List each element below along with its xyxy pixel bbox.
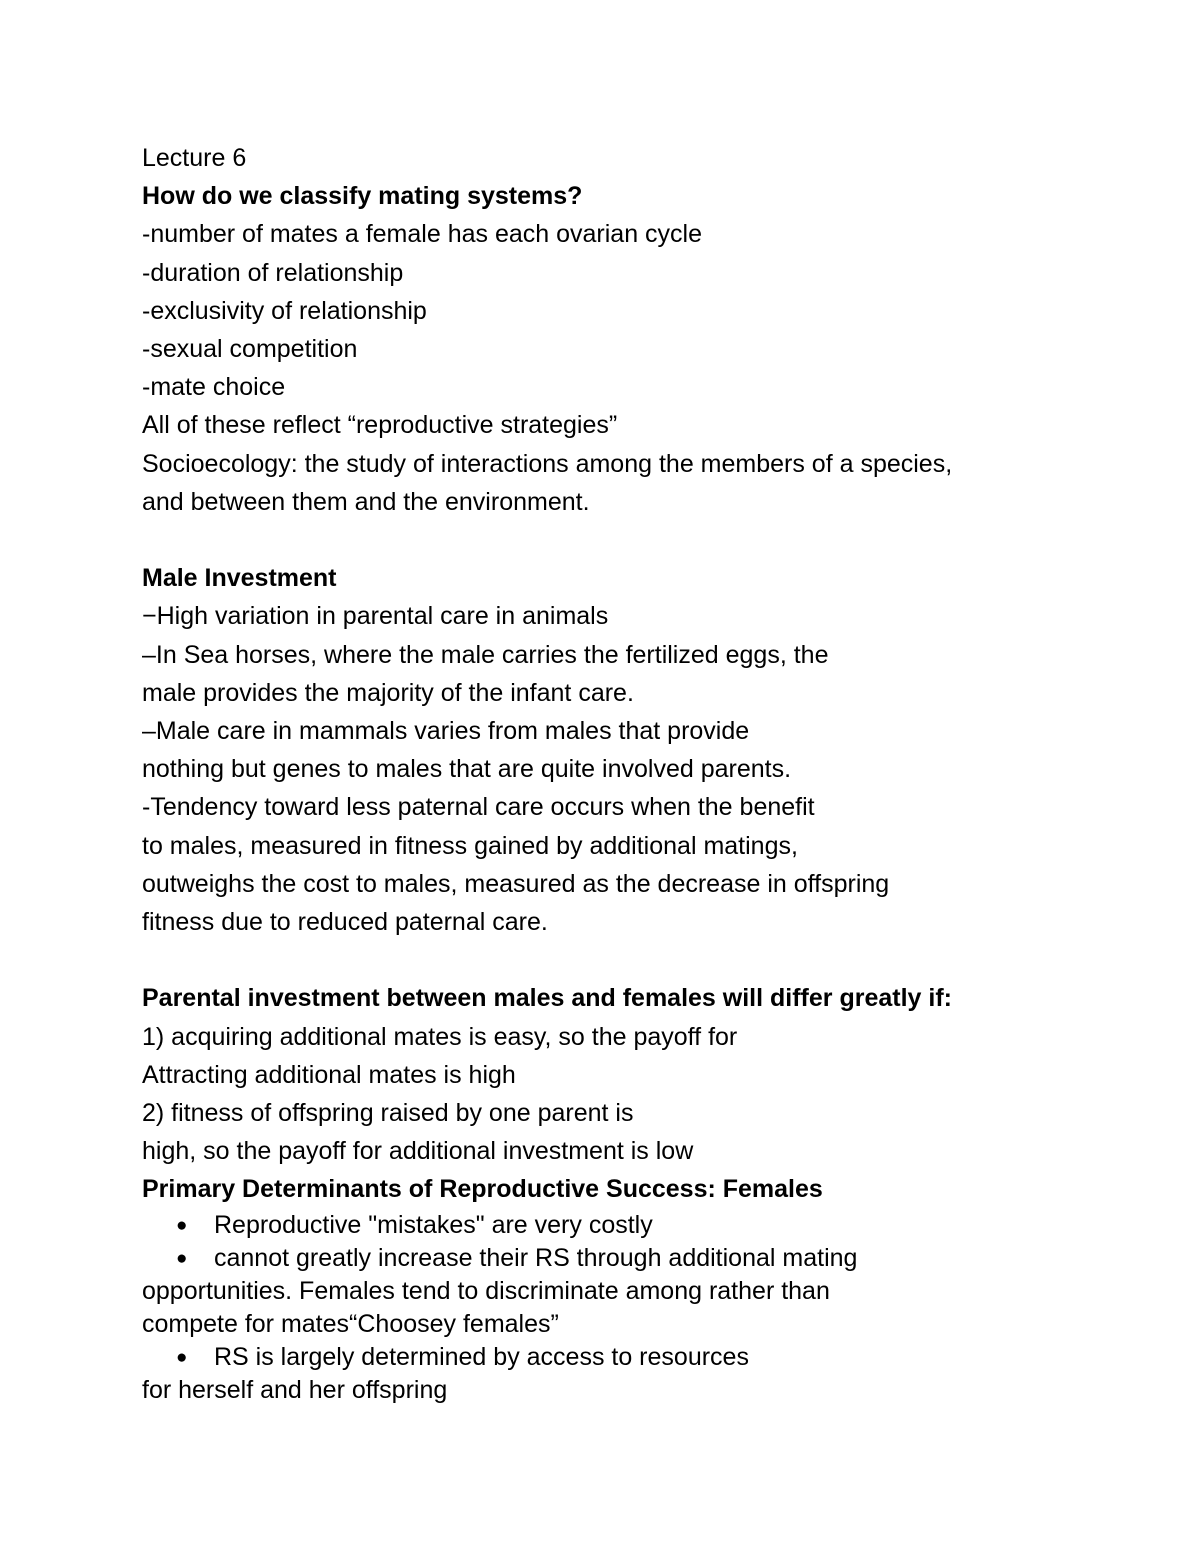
text-line: 2) fitness of offspring raised by one parent is [142,1099,634,1128]
text-line: -number of mates a female has each ovarian cycle [142,220,702,249]
bullet-item [142,1242,1102,1275]
blank-line [142,521,1102,559]
text-line: opportunities. Females tend to discriminate among rather than [142,1276,830,1305]
text-line: -Tendency toward less paternal care occurs when the benefit [142,793,815,822]
text-line: male provides the majority of the infant care. [142,678,634,707]
bullet-text: RS is largely determined by access to resources [214,1342,749,1371]
bullet-text: Reproductive "mistakes" are very costly [214,1210,653,1239]
text-line: high, so the payoff for additional investment is low [142,1137,694,1166]
bullet-text: cannot greatly increase their RS through additional mating [214,1243,858,1272]
text-line: outweighs the cost to males, measured as the decrease in offspring [142,869,890,898]
text-line: nothing but genes to males that are quite involved parents. [142,755,792,784]
text-line: and between them and the environment. [142,487,590,516]
text-line: 1) acquiring additional mates is easy, so the payoff for [142,1022,738,1051]
bullet-item [142,1209,1102,1242]
text-line: -exclusivity of relationship [142,296,427,325]
text-line: −High variation in parental care in animals [142,602,609,631]
bullet-icon: ● [176,1247,188,1269]
lecture-title: Lecture 6 [142,144,247,172]
text-line: Attracting additional mates is high [142,1060,516,1089]
bullet-icon: ● [176,1346,188,1368]
text-line: All of these reflect “reproductive strategies” [142,411,618,440]
heading-reproductive-success-females: Primary Determinants of Reproductive Success: Females [142,1175,823,1204]
text-line: -sexual competition [142,335,358,364]
text-line: for herself and her offspring [142,1375,448,1404]
bullet-icon: ● [176,1214,188,1236]
text-line: compete for mates“Choosey females” [142,1309,559,1338]
document-page [142,139,1102,1407]
text-line: -duration of relationship [142,258,404,287]
text-line: -mate choice [142,373,286,402]
heading-parental-investment: Parental investment between males and females will differ greatly if: [142,984,952,1013]
text-line: Socioecology: the study of interactions among the members of a species, [142,449,953,478]
text-line: to males, measured in fitness gained by additional matings, [142,831,798,860]
text-line: –In Sea horses, where the male carries the fertilized eggs, the [142,640,829,669]
bullet-item [142,1341,1102,1374]
text-line: fitness due to reduced paternal care. [142,908,548,937]
blank-line [142,941,1102,979]
heading-mating-systems: How do we classify mating systems? [142,182,583,211]
text-line: –Male care in mammals varies from males that provide [142,717,750,746]
heading-male-investment: Male Investment [142,564,337,593]
